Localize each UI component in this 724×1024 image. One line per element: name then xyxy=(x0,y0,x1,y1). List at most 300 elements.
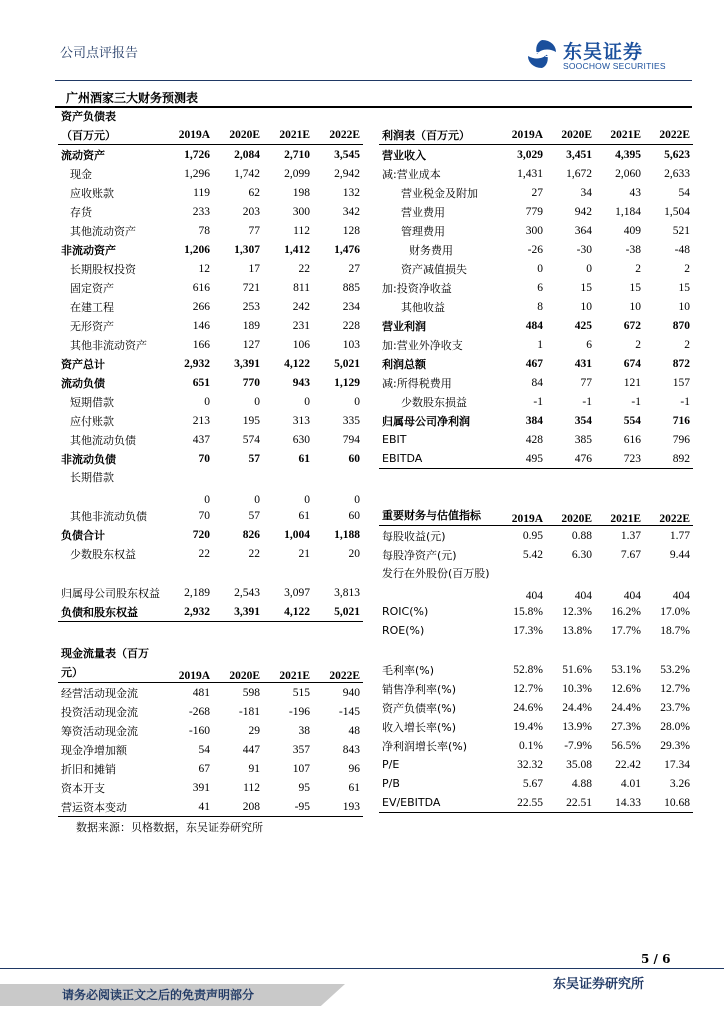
table-row xyxy=(58,297,363,316)
row-label: 资本开支 xyxy=(61,781,105,795)
value-cell: 0 xyxy=(254,395,260,408)
value-cell: 166 xyxy=(192,338,210,351)
value-cell: -48 xyxy=(674,243,690,256)
value-cell: 481 xyxy=(192,686,210,699)
row-label: 毛利率(%) xyxy=(382,663,435,677)
value-cell: 20 xyxy=(348,547,360,560)
income-title: 利润表（百万元） xyxy=(379,125,497,145)
value-cell: 67 xyxy=(198,762,210,775)
value-cell: 4,122 xyxy=(263,602,313,622)
value-cell: 3,029 xyxy=(517,148,543,161)
value-cell: 2,084 xyxy=(234,148,260,161)
value-cell: 0 xyxy=(204,395,210,408)
row-label: 其他非流动负债 xyxy=(70,509,147,523)
table-row xyxy=(379,621,693,640)
year-header: 2020E xyxy=(546,125,595,145)
value-cell: 1,476 xyxy=(334,243,360,256)
value-cell: 61 xyxy=(298,509,310,522)
value-cell: 3,813 xyxy=(334,586,360,599)
value-cell: 56.5% xyxy=(611,739,641,752)
cashflow-title: 现金流量表（百万元） xyxy=(58,644,163,683)
year-header: 2019A xyxy=(497,487,546,526)
value-cell: -1 xyxy=(533,395,543,408)
value-cell: 721 xyxy=(242,281,260,294)
table-row xyxy=(379,717,693,736)
table-row xyxy=(58,740,363,759)
value-cell: 0 xyxy=(537,262,543,275)
value-cell: 29 xyxy=(248,724,260,737)
row-label: EBITDA xyxy=(379,449,497,469)
value-cell: 409 xyxy=(623,224,641,237)
table-row xyxy=(58,145,363,165)
value-cell: 943 xyxy=(292,376,310,389)
year-header: 2019A xyxy=(163,644,213,683)
value-cell: 61 xyxy=(298,452,310,465)
income-header-row xyxy=(379,125,693,145)
value-cell: -268 xyxy=(188,705,210,718)
row-label: 负债合计 xyxy=(61,528,105,542)
row-label: 非流动负债 xyxy=(61,452,116,466)
value-cell: 0 xyxy=(304,494,310,506)
row-label: 财务费用 xyxy=(409,243,453,257)
income-statement-table xyxy=(379,125,693,469)
row-label: 少数股东损益 xyxy=(401,395,467,409)
value-cell: 1,188 xyxy=(334,528,360,541)
value-cell: 1,296 xyxy=(184,167,210,180)
value-cell: 431 xyxy=(574,357,592,370)
value-cell: 300 xyxy=(525,224,543,237)
year-header: 2020E xyxy=(546,487,595,526)
value-cell: 2,932 xyxy=(163,602,213,622)
value-cell: 13.8% xyxy=(562,624,592,637)
value-cell: 364 xyxy=(574,224,592,237)
row-label: P/E xyxy=(382,758,400,771)
row-label: 应收账款 xyxy=(70,186,114,200)
cash-flow-table xyxy=(58,644,363,817)
value-cell: 10 xyxy=(580,300,592,313)
row-label: 每股净资产(元) xyxy=(382,548,457,562)
row-label: 投资活动现金流 xyxy=(61,705,138,719)
value-cell: 0 xyxy=(304,395,310,408)
value-cell: 195 xyxy=(242,414,260,427)
table-row xyxy=(58,683,363,703)
value-cell: 3,097 xyxy=(284,586,310,599)
table-row xyxy=(379,373,693,392)
value-cell: 616 xyxy=(623,433,641,446)
logo-english-name: SOOCHOW SECURITIES xyxy=(563,61,666,71)
value-cell: -181 xyxy=(238,705,260,718)
value-cell: 17.0% xyxy=(660,605,690,618)
table-row xyxy=(58,164,363,183)
value-cell: 404 xyxy=(525,590,543,602)
value-cell: 12.7% xyxy=(513,682,543,695)
value-cell: 132 xyxy=(342,186,360,199)
value-cell: 127 xyxy=(242,338,260,351)
key-ratios-table xyxy=(379,487,693,813)
value-cell: 57 xyxy=(248,452,260,465)
value-cell: 720 xyxy=(192,528,210,541)
value-cell: 357 xyxy=(292,743,310,756)
value-cell: 19.4% xyxy=(513,720,543,733)
value-cell: -160 xyxy=(188,724,210,737)
year-header: 2021E xyxy=(263,125,313,145)
value-cell: 62 xyxy=(248,186,260,199)
value-cell: 60 xyxy=(348,509,360,522)
row-label: EV/EBITDA xyxy=(379,793,497,813)
value-cell: 193 xyxy=(313,797,363,817)
value-cell: 1,504 xyxy=(664,205,690,218)
value-cell: 885 xyxy=(342,281,360,294)
value-cell: 22.55 xyxy=(497,793,546,813)
value-cell: 266 xyxy=(192,300,210,313)
value-cell: 106 xyxy=(292,338,310,351)
row-label: 在建工程 xyxy=(70,300,114,314)
row-label: 短期借款 xyxy=(70,395,114,409)
value-cell: 28.0% xyxy=(660,720,690,733)
table-row xyxy=(58,392,363,411)
value-cell: 3,391 xyxy=(213,602,263,622)
value-cell: -26 xyxy=(527,243,543,256)
value-cell: 53.1% xyxy=(611,663,641,676)
year-header: 2020E xyxy=(213,125,263,145)
value-cell: 2 xyxy=(635,338,641,351)
footer-divider xyxy=(0,968,724,969)
value-cell: 112 xyxy=(293,224,310,237)
balance-unit: （百万元） xyxy=(58,125,163,145)
value-cell: 0 xyxy=(354,494,360,506)
balance-title: 资产负债表 xyxy=(61,109,116,123)
row-label: 经营活动现金流 xyxy=(61,686,138,700)
value-cell: 1.77 xyxy=(669,529,690,542)
value-cell: 15 xyxy=(629,281,641,294)
value-cell: 5.42 xyxy=(522,548,543,561)
spacer-row xyxy=(379,640,693,660)
table-row xyxy=(58,778,363,797)
table-row xyxy=(58,797,363,817)
spacer-row xyxy=(58,563,363,583)
value-cell: 54 xyxy=(678,186,690,199)
value-cell: 27.3% xyxy=(611,720,641,733)
value-cell: 0 xyxy=(254,494,260,506)
cashflow-header-row xyxy=(58,644,363,683)
value-cell: 630 xyxy=(292,433,310,446)
value-cell: 95 xyxy=(298,781,310,794)
value-cell: 8 xyxy=(537,300,543,313)
year-header: 2020E xyxy=(213,644,263,683)
value-cell: 35.08 xyxy=(566,758,592,771)
value-cell: 12.6% xyxy=(611,682,641,695)
value-cell: 5.67 xyxy=(522,777,543,790)
value-cell: -1 xyxy=(680,395,690,408)
row-label: 其他非流动资产 xyxy=(70,338,147,352)
row-label: 现金 xyxy=(70,167,92,181)
value-cell: 354 xyxy=(574,414,592,427)
value-cell: 52.8% xyxy=(513,663,543,676)
table-row xyxy=(379,526,693,546)
row-label: 流动负债 xyxy=(61,376,105,390)
value-cell: 391 xyxy=(192,781,210,794)
value-cell: 121 xyxy=(623,376,641,389)
table-row xyxy=(379,164,693,183)
value-cell: 1,206 xyxy=(184,243,210,256)
table-row xyxy=(379,145,693,165)
row-label: 非流动资产 xyxy=(61,243,116,257)
value-cell: 107 xyxy=(292,762,310,775)
value-cell: 342 xyxy=(342,205,360,218)
value-cell: 60 xyxy=(348,452,360,465)
table-row xyxy=(58,221,363,240)
value-cell: 0 xyxy=(204,494,210,506)
value-cell: 27 xyxy=(531,186,543,199)
value-cell: 4,395 xyxy=(615,148,641,161)
value-cell: 385 xyxy=(574,433,592,446)
value-cell: 0 xyxy=(586,262,592,275)
year-header: 2022E xyxy=(644,487,693,526)
value-cell: 1,672 xyxy=(566,167,592,180)
row-label: 筹资活动现金流 xyxy=(61,724,138,738)
value-cell: 313 xyxy=(292,414,310,427)
row-label: 营业利润 xyxy=(382,319,426,333)
row-label: 少数股东权益 xyxy=(70,547,136,561)
value-cell: 32.32 xyxy=(517,758,543,771)
value-cell: 826 xyxy=(242,528,260,541)
value-cell: 872 xyxy=(672,357,690,370)
value-cell: 70 xyxy=(198,452,210,465)
row-label: 加:投资净收益 xyxy=(382,281,452,295)
value-cell: 198 xyxy=(292,186,310,199)
value-cell: 598 xyxy=(242,686,260,699)
value-cell: 404 xyxy=(623,590,641,602)
value-cell: 4.88 xyxy=(571,777,592,790)
value-cell: 3,391 xyxy=(234,357,260,370)
logo-mark-text: SCS xyxy=(534,51,550,59)
table-row xyxy=(379,602,693,621)
year-header: 2021E xyxy=(595,125,644,145)
table-row xyxy=(58,468,363,506)
table-row xyxy=(379,259,693,278)
balance-header-row xyxy=(58,125,363,145)
value-cell: 0.88 xyxy=(571,529,592,542)
value-cell: 6 xyxy=(586,338,592,351)
value-cell: 15 xyxy=(580,281,592,294)
value-cell: 1,129 xyxy=(334,376,360,389)
table-row xyxy=(379,545,693,564)
table-row xyxy=(379,411,693,430)
row-label: 无形资产 xyxy=(70,319,114,333)
company-logo xyxy=(525,37,685,75)
value-cell: 253 xyxy=(242,300,260,313)
row-label: 销售净利率(%) xyxy=(382,682,457,696)
table-row xyxy=(379,240,693,259)
row-label: ROE(%) xyxy=(382,624,425,637)
value-cell: 2,099 xyxy=(284,167,310,180)
table-row xyxy=(58,354,363,373)
value-cell: 437 xyxy=(192,433,210,446)
value-cell: -1 xyxy=(582,395,592,408)
logo-chinese-name: 东吴证券 xyxy=(563,41,644,63)
value-cell: 22 xyxy=(248,547,260,560)
row-label: P/B xyxy=(382,777,400,790)
value-cell: 484 xyxy=(525,319,543,332)
row-label: 其他流动资产 xyxy=(70,224,136,238)
forecast-title: 广州酒家三大财务预测表 xyxy=(66,91,199,105)
value-cell: 2,633 xyxy=(664,167,690,180)
value-cell: 22 xyxy=(298,262,310,275)
value-cell: 2 xyxy=(684,262,690,275)
value-cell: 1.37 xyxy=(620,529,641,542)
value-cell: 51.6% xyxy=(562,663,592,676)
value-cell: 723 xyxy=(595,449,644,469)
value-cell: 231 xyxy=(292,319,310,332)
value-cell: 870 xyxy=(672,319,690,332)
table-row xyxy=(58,583,363,602)
footer-brand: 东吴证券研究所 xyxy=(553,977,645,992)
value-cell: 779 xyxy=(525,205,543,218)
value-cell: 674 xyxy=(623,357,641,370)
value-cell: 12 xyxy=(198,262,210,275)
value-cell: 189 xyxy=(242,319,260,332)
value-cell: 616 xyxy=(192,281,210,294)
value-cell: 428 xyxy=(525,433,543,446)
value-cell: 22.51 xyxy=(546,793,595,813)
table-row xyxy=(379,774,693,793)
year-header: 2019A xyxy=(163,125,213,145)
table-row xyxy=(58,202,363,221)
value-cell: 521 xyxy=(672,224,690,237)
value-cell: 53.2% xyxy=(660,663,690,676)
table-row xyxy=(379,278,693,297)
value-cell: 2,060 xyxy=(615,167,641,180)
value-cell: 13.9% xyxy=(562,720,592,733)
value-cell: 1,412 xyxy=(284,243,310,256)
value-cell: 716 xyxy=(672,414,690,427)
value-cell: 15 xyxy=(678,281,690,294)
table-row xyxy=(58,259,363,278)
row-label: 净利润增长率(%) xyxy=(382,739,468,753)
row-label: 资产总计 xyxy=(61,357,105,371)
row-label: 长期借款 xyxy=(70,471,114,484)
value-cell: 12.7% xyxy=(660,682,690,695)
table-row xyxy=(379,183,693,202)
ratios-title: 重要财务与估值指标 xyxy=(379,487,497,526)
year-header: 2022E xyxy=(313,125,363,145)
value-cell: 794 xyxy=(342,433,360,446)
year-header: 2022E xyxy=(313,644,363,683)
table-row xyxy=(379,221,693,240)
value-cell: 1 xyxy=(537,338,543,351)
value-cell: -38 xyxy=(625,243,641,256)
value-cell: 228 xyxy=(342,319,360,332)
value-cell: 554 xyxy=(623,414,641,427)
row-label: 管理费用 xyxy=(401,224,445,238)
disclaimer-text: 请务必阅读正文之后的免责声明部分 xyxy=(62,988,255,1002)
value-cell: 6.30 xyxy=(571,548,592,561)
value-cell: 119 xyxy=(193,186,210,199)
value-cell: 15.8% xyxy=(513,605,543,618)
value-cell: 447 xyxy=(242,743,260,756)
value-cell: 96 xyxy=(348,762,360,775)
value-cell: 17 xyxy=(248,262,260,275)
value-cell: 796 xyxy=(672,433,690,446)
table-row xyxy=(58,759,363,778)
value-cell: 1,307 xyxy=(234,243,260,256)
value-cell: 0.95 xyxy=(522,529,543,542)
value-cell: 10.3% xyxy=(562,682,592,695)
value-cell: 22 xyxy=(198,547,210,560)
row-label: ROIC(%) xyxy=(382,605,429,618)
value-cell: 17.3% xyxy=(513,624,543,637)
value-cell: 24.6% xyxy=(513,701,543,714)
value-cell: 234 xyxy=(342,300,360,313)
row-label: 营业费用 xyxy=(401,205,445,219)
table-row xyxy=(58,183,363,202)
value-cell: 0.1% xyxy=(519,739,543,752)
value-cell: 61 xyxy=(348,781,360,794)
value-cell: 574 xyxy=(242,433,260,446)
value-cell: 425 xyxy=(574,319,592,332)
value-cell: -1 xyxy=(631,395,641,408)
table-row xyxy=(58,411,363,430)
row-label: 加:营业外净收支 xyxy=(382,338,463,352)
value-cell: 1,004 xyxy=(284,528,310,541)
value-cell: 811 xyxy=(293,281,310,294)
value-cell: 5,021 xyxy=(334,357,360,370)
value-cell: 770 xyxy=(242,376,260,389)
row-label: 现金净增加额 xyxy=(61,743,127,757)
row-label: 流动资产 xyxy=(61,148,105,162)
value-cell: 54 xyxy=(198,743,210,756)
row-label: 营业收入 xyxy=(382,148,426,162)
table-row xyxy=(58,602,363,622)
row-label: 减:营业成本 xyxy=(382,167,441,181)
value-cell: 1,726 xyxy=(184,148,210,161)
value-cell: 476 xyxy=(546,449,595,469)
value-cell: 942 xyxy=(574,205,592,218)
value-cell: 21 xyxy=(298,547,310,560)
table-row xyxy=(58,430,363,449)
value-cell: 404 xyxy=(672,590,690,602)
table-row xyxy=(379,736,693,755)
table-row xyxy=(58,506,363,525)
value-cell: 208 xyxy=(213,797,263,817)
table-row xyxy=(379,679,693,698)
value-cell: 27 xyxy=(348,262,360,275)
value-cell: 57 xyxy=(248,509,260,522)
year-header: 2021E xyxy=(263,644,313,683)
value-cell: 103 xyxy=(342,338,360,351)
row-label: 资产减值损失 xyxy=(401,262,467,276)
row-label: 每股收益(元) xyxy=(382,529,446,543)
value-cell: 495 xyxy=(497,449,546,469)
value-cell: 14.33 xyxy=(595,793,644,813)
value-cell: 29.3% xyxy=(660,739,690,752)
table-row xyxy=(379,335,693,354)
value-cell: 1,431 xyxy=(517,167,543,180)
source-note: 数据来源：贝格数据，东吴证券研究所 xyxy=(76,821,263,834)
table-row xyxy=(379,316,693,335)
value-cell: 2,932 xyxy=(184,357,210,370)
row-label: 固定资产 xyxy=(70,281,114,295)
value-cell: 940 xyxy=(342,686,360,699)
value-cell: 300 xyxy=(292,205,310,218)
year-header: 2022E xyxy=(644,125,693,145)
value-cell: 43 xyxy=(629,186,641,199)
table-row xyxy=(379,449,693,469)
row-label: 收入增长率(%) xyxy=(382,720,457,734)
value-cell: 77 xyxy=(580,376,592,389)
value-cell: 384 xyxy=(525,414,543,427)
value-cell: 16.2% xyxy=(611,605,641,618)
